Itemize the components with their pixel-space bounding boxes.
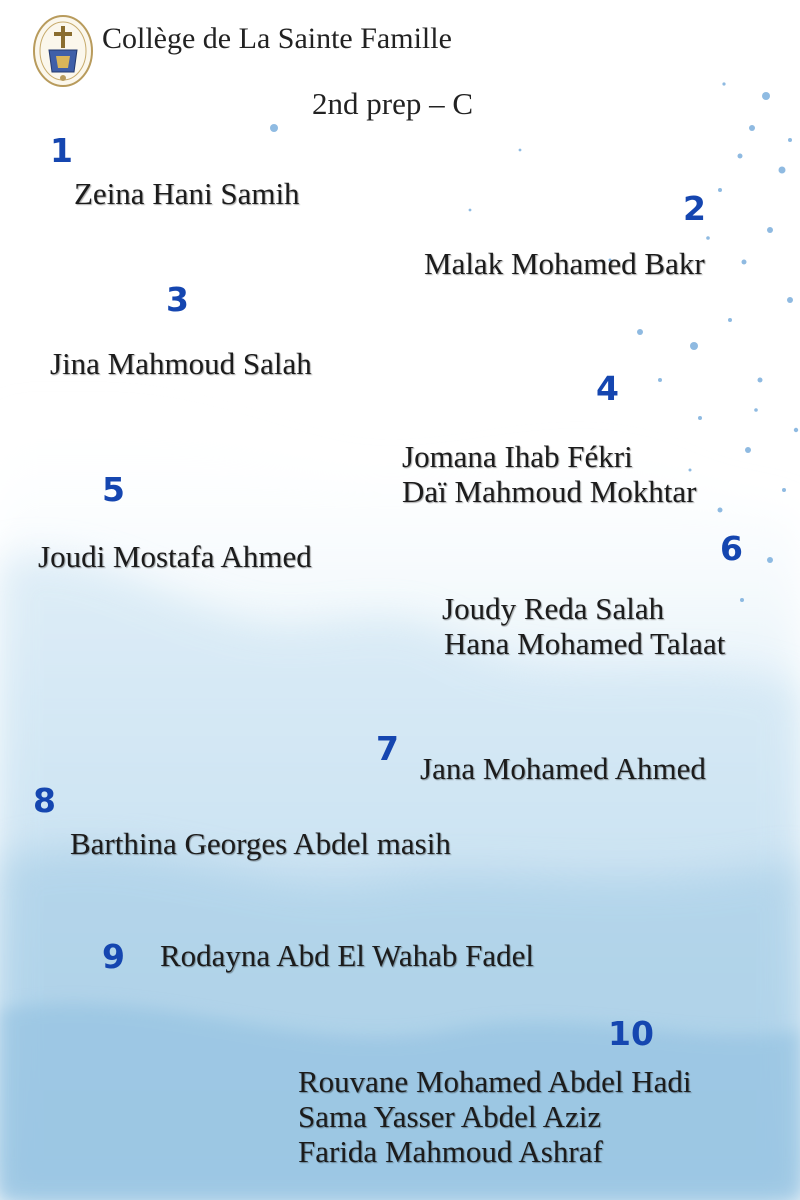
rank-number: 2	[683, 189, 706, 228]
rank-number: 9	[102, 937, 125, 976]
student-name: Farida Mahmoud Ashraf	[298, 1134, 603, 1169]
student-name: Sama Yasser Abdel Aziz	[298, 1099, 602, 1134]
student-name: Joudy Reda Salah	[442, 591, 665, 626]
class-label: 2nd prep – C	[312, 86, 474, 121]
student-name: Malak Mohamed Bakr	[424, 246, 705, 281]
school-crest-icon	[32, 14, 94, 88]
student-name: Hana Mohamed Talaat	[444, 626, 726, 661]
student-name: Joudi Mostafa Ahmed	[38, 539, 312, 574]
student-name: Jana Mohamed Ahmed	[420, 751, 706, 786]
rank-number: 1	[50, 131, 73, 170]
student-name: Zeina Hani Samih	[74, 176, 300, 211]
student-name: Daï Mahmoud Mokhtar	[402, 474, 697, 509]
rank-number: 6	[720, 529, 743, 568]
student-name: Jomana Ihab Fékri	[402, 439, 633, 474]
school-name: Collège de La Sainte Famille	[102, 22, 452, 55]
student-name: Barthina Georges Abdel masih	[70, 826, 451, 861]
rank-number: 4	[596, 369, 619, 408]
student-name: Rodayna Abd El Wahab Fadel	[160, 938, 535, 973]
student-name: Rouvane Mohamed Abdel Hadi	[298, 1064, 692, 1099]
rank-number: 8	[33, 781, 56, 820]
rank-number: 5	[102, 470, 125, 509]
student-name: Jina Mahmoud Salah	[50, 346, 312, 381]
rank-number: 10	[608, 1014, 654, 1053]
rank-number: 7	[376, 729, 399, 768]
rank-number: 3	[166, 280, 189, 319]
